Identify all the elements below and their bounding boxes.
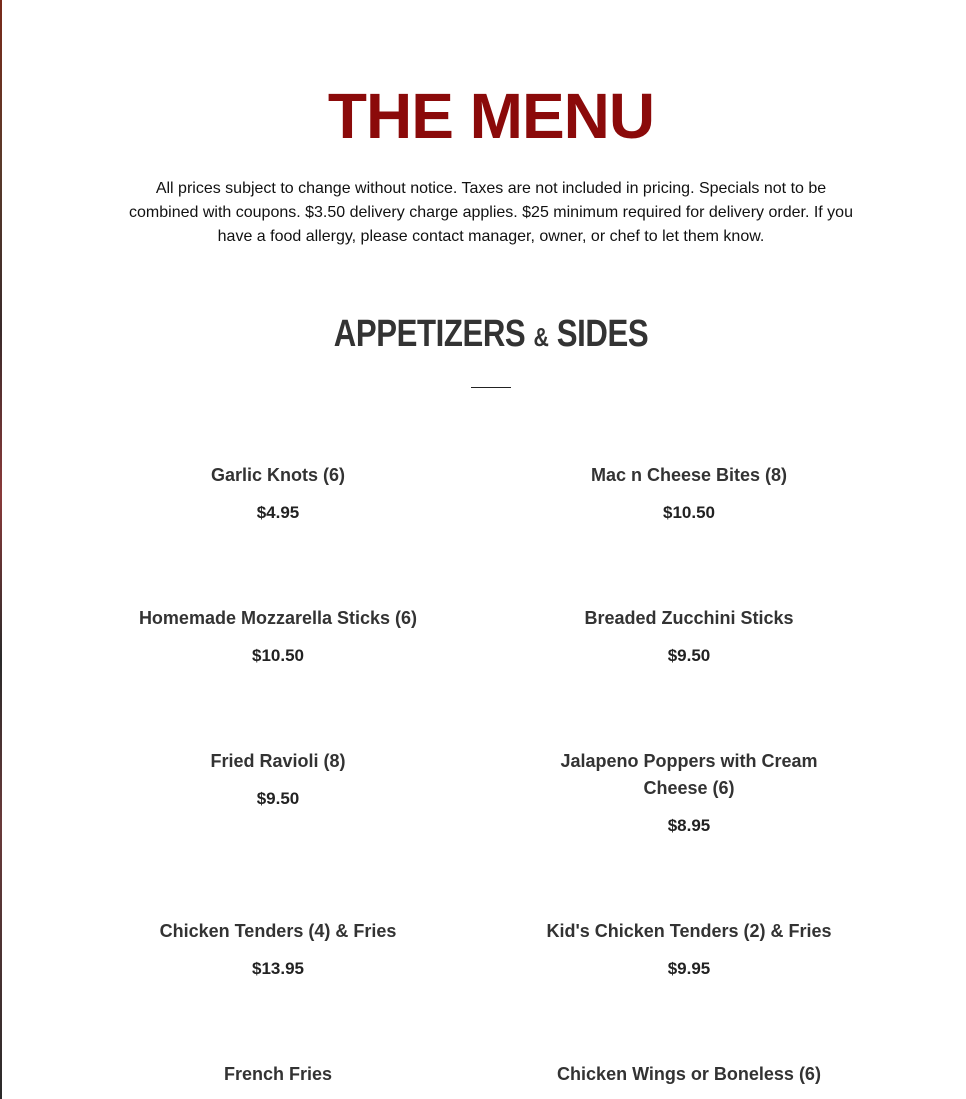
menu-item-price: $4.95 [256, 503, 300, 522]
menu-item [128, 1061, 428, 1088]
menu-item-name: Garlic Knots (6) [210, 465, 346, 485]
menu-item [539, 605, 839, 668]
menu-item-name: French Fries [223, 1064, 333, 1084]
pricing-notice: All prices subject to change without notice. Taxes are not included in pricing. Specials not to be combined with coupons. $3.50 delivery charge applies. $25 minimum required for delivery order. If you have a food allergy, please contact manager, owner, or chef to let them know. [129, 180, 853, 245]
menu-item-price: $10.50 [252, 646, 304, 665]
menu-item [128, 462, 428, 525]
menu-item [539, 1061, 839, 1088]
menu-item [509, 918, 869, 981]
menu-item-name: Mac n Cheese Bites (8) [590, 465, 788, 485]
page-title: THE MENU [327, 80, 655, 152]
menu-item-name: Kid's Chicken Tenders (2) & Fries [546, 921, 832, 941]
menu-item-name: Fried Ravioli (8) [210, 751, 346, 771]
menu-item [128, 918, 428, 981]
section-divider [471, 387, 511, 388]
menu-item-price: $13.95 [252, 959, 304, 978]
section-title-part2: SIDES [556, 313, 649, 355]
menu-item-name: Homemade Mozzarella Sticks (6) [138, 608, 418, 628]
section-title-amp: & [533, 322, 549, 352]
menu-item-name: Breaded Zucchini Sticks [584, 608, 794, 628]
menu-item-name: Jalapeno Poppers with Cream Cheese (6) [560, 751, 818, 798]
menu-item [128, 605, 428, 668]
menu-item-price: $9.50 [256, 789, 300, 808]
menu-item-price: $9.95 [667, 959, 711, 978]
menu-item [539, 462, 839, 525]
menu-item-name: Chicken Tenders (4) & Fries [159, 921, 397, 941]
section-title-part1: APPETIZERS [333, 313, 526, 355]
section-title-appetizers [88, 311, 893, 360]
menu-item [128, 748, 428, 811]
menu-item-price: $8.95 [667, 816, 711, 835]
menu-item-name: Chicken Wings or Boneless (6) [557, 1064, 821, 1084]
menu-item-price: $9.50 [667, 646, 711, 665]
menu-item [539, 748, 839, 838]
menu-item-price: $10.50 [663, 503, 715, 522]
